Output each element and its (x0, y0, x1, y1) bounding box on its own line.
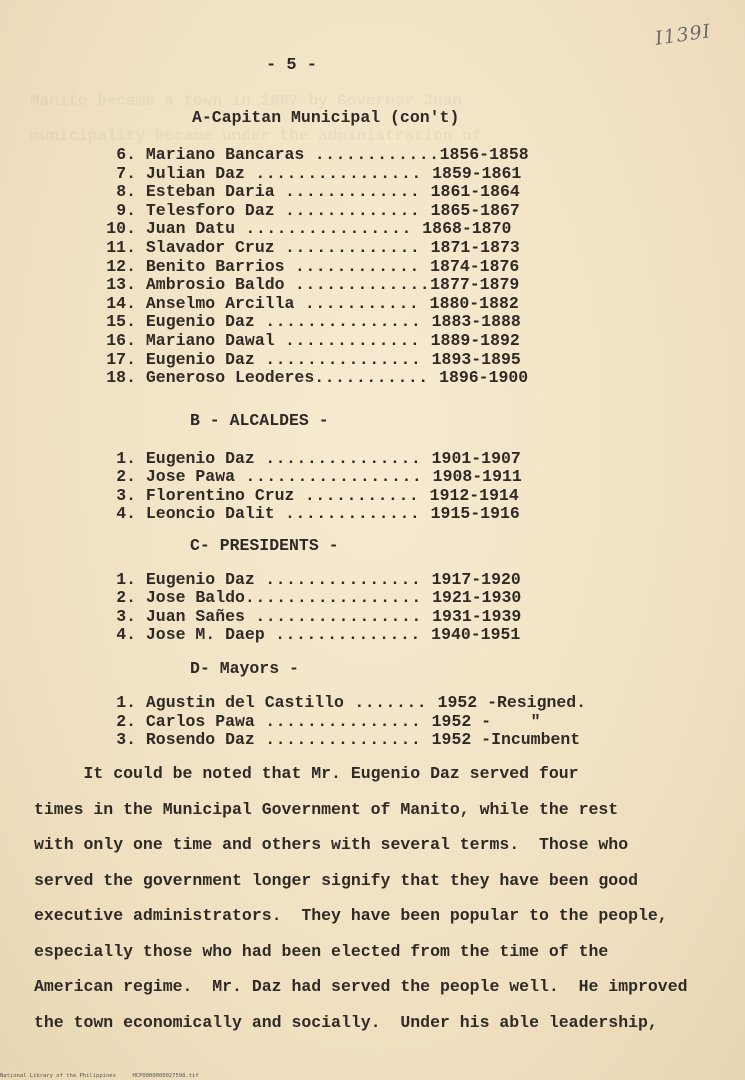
roster-row (106, 693, 586, 712)
leader-dots: ............... (254, 730, 432, 749)
row-number: 2. (116, 467, 136, 487)
row-number: 15. (106, 312, 136, 332)
roster-row (106, 449, 521, 468)
leader-dots: ................ (244, 163, 433, 183)
row-number: 1. (116, 449, 136, 468)
row-number: 12. (106, 256, 136, 276)
section-d-heading: D- Mayors - (190, 659, 299, 678)
row-number: 4. (116, 624, 136, 644)
roster-row (106, 145, 529, 164)
roster-row (106, 486, 519, 505)
leader-dots: ........... (294, 485, 430, 505)
term-years: 1952 -Resigned. (437, 693, 587, 712)
leader-dots: ................ (235, 219, 423, 239)
roster-row (106, 625, 520, 644)
section-a-heading: A-Capitan Municipal (con't) (192, 108, 460, 127)
roster-row (106, 257, 519, 276)
row-number: 9. (116, 200, 136, 220)
roster-row (106, 238, 520, 257)
roster-row (106, 607, 521, 626)
page-number: - 5 - (266, 56, 318, 75)
roster-row (106, 312, 521, 331)
official-name: Eugenio Daz (136, 570, 255, 589)
roster-row (106, 588, 521, 607)
term-years: 1880-1882 (429, 293, 519, 313)
term-years: 1912-1914 (429, 485, 519, 505)
term-years: 1877-1879 (430, 275, 520, 295)
row-number: 7. (116, 163, 136, 183)
term-years: 1931-1939 (432, 606, 522, 626)
paragraph-line: It could be noted that Mr. Eugenio Daz served four (34, 764, 579, 783)
roster-row (106, 570, 521, 589)
official-name: Florentino Cruz (136, 485, 295, 505)
row-number: 3. (116, 606, 136, 626)
term-years: 1917-1920 (431, 570, 521, 589)
section-c-heading: C- PRESIDENTS - (190, 536, 339, 555)
paragraph-line: with only one time and others with several terms. Those who (34, 835, 629, 854)
section-b-heading: B - ALCALDES - (190, 411, 329, 430)
row-number: 1. (116, 693, 136, 712)
term-years: 1952 -Incumbent (431, 730, 581, 749)
row-number: 10. (106, 219, 136, 239)
official-name: Leoncio Dalit (136, 503, 275, 523)
footer-credit: National Library of the Philippines HCP0000000027598.tif (0, 1073, 199, 1079)
official-name: Jose Baldo (136, 588, 245, 608)
roster-row (106, 350, 521, 369)
leader-dots: ........... (314, 368, 440, 388)
row-number: 3. (116, 485, 136, 505)
term-years: 1893-1895 (431, 349, 521, 369)
official-name: Benito Barrios (136, 256, 285, 276)
official-name: Eugenio Daz (136, 449, 255, 468)
leader-dots: ............... (254, 711, 432, 731)
term-years: 1871-1873 (430, 238, 520, 257)
official-name: Juan Datu (136, 219, 236, 239)
roster-row (106, 164, 521, 183)
leader-dots: ....... (343, 693, 438, 712)
leader-dots: ............. (274, 182, 431, 202)
official-name: Eugenio Daz (136, 349, 255, 369)
official-name: Anselmo Arcilla (136, 293, 295, 313)
term-years: 1952 - " (431, 711, 541, 731)
term-years: 1868-1870 (422, 219, 512, 239)
official-name: Ambrosio Baldo (136, 275, 285, 295)
term-years: 1908-1911 (432, 467, 522, 487)
leader-dots: ................ (244, 606, 433, 626)
roster-row (106, 730, 580, 749)
term-years: 1883-1888 (431, 312, 521, 332)
row-number: 4. (116, 503, 136, 523)
official-name: Generoso Leoderes (136, 368, 315, 388)
term-years: 1915-1916 (430, 503, 520, 523)
term-years: 1874-1876 (430, 256, 520, 276)
roster-row (106, 182, 520, 201)
official-name: Slavador Cruz (136, 238, 275, 257)
roster-row (106, 331, 520, 350)
official-name: Eugenio Daz (136, 312, 255, 332)
term-years: 1865-1867 (430, 200, 520, 220)
row-number: 1. (116, 570, 136, 589)
paragraph-line: times in the Municipal Government of Manito, while the rest (34, 799, 619, 819)
row-number: 6. (116, 145, 136, 164)
term-years: 1901-1907 (431, 449, 521, 468)
archive-annotation: I139I (653, 20, 713, 50)
row-number: 17. (106, 349, 136, 369)
leader-dots: .............. (264, 624, 432, 644)
leader-dots: ........... (294, 293, 430, 313)
roster-row (106, 294, 519, 313)
term-years: 1859-1861 (432, 163, 522, 183)
roster-row (106, 467, 522, 486)
paragraph-line: executive administrators. They have been popular to the people, (34, 906, 668, 925)
paragraph-line: the town economically and socially. Under his able leadership, (34, 1012, 658, 1032)
term-years: 1861-1864 (430, 182, 520, 202)
leader-dots: ................. (244, 588, 433, 608)
official-name: Carlos Pawa (136, 711, 255, 731)
roster-row (106, 219, 511, 238)
bleed-through-text: municipality became under the administration of (30, 127, 482, 145)
leader-dots: ............. (274, 331, 431, 350)
leader-dots: ............... (254, 312, 432, 332)
leader-dots: ............ (304, 145, 440, 164)
leader-dots: ............ (284, 256, 431, 276)
paragraph-line: American regime. Mr. Daz had served the people well. He improved (34, 977, 688, 996)
term-years: 1896-1900 (439, 368, 529, 388)
row-number: 16. (106, 331, 136, 350)
leader-dots: ............. (274, 503, 431, 523)
row-number: 2. (116, 711, 136, 731)
official-name: Telesforo Daz (136, 200, 275, 220)
row-number: 11. (106, 238, 136, 257)
official-name: Rosendo Daz (136, 730, 255, 749)
roster-row (106, 504, 520, 523)
leader-dots: ............. (284, 275, 431, 295)
row-number: 13. (106, 275, 136, 295)
row-number: 3. (116, 730, 136, 749)
bleed-through-text: Manito became a town in 1867 by Governor Juan (30, 92, 463, 110)
leader-dots: ............. (274, 238, 431, 257)
row-number: 2. (116, 588, 136, 608)
paragraph-line: served the government longer signify that they have been good (34, 870, 638, 890)
leader-dots: ............... (254, 570, 432, 589)
roster-row (106, 275, 519, 294)
leader-dots: ............. (274, 200, 431, 220)
official-name: Mariano Dawal (136, 331, 275, 350)
row-number: 18. (106, 368, 136, 388)
leader-dots: ............... (254, 449, 432, 468)
official-name: Juan Sañes (136, 606, 245, 626)
roster-row (106, 368, 528, 387)
row-number: 14. (106, 293, 136, 313)
roster-row (106, 201, 520, 220)
official-name: Esteban Daria (136, 182, 275, 202)
term-years: 1889-1892 (430, 331, 520, 350)
leader-dots: ............... (254, 349, 432, 369)
official-name: Mariano Bancaras (136, 145, 305, 164)
official-name: Jose Pawa (136, 467, 236, 487)
official-name: Jose M. Daep (136, 624, 265, 644)
official-name: Julian Daz (136, 163, 245, 183)
paragraph-line: especially those who had been elected from the time of the (34, 941, 609, 961)
term-years: 1856-1858 (439, 145, 529, 164)
term-years: 1921-1930 (432, 588, 522, 608)
roster-row (106, 712, 541, 731)
official-name: Agustin del Castillo (136, 693, 344, 712)
term-years: 1940-1951 (431, 624, 521, 644)
leader-dots: ................. (235, 467, 433, 487)
row-number: 8. (116, 182, 136, 202)
